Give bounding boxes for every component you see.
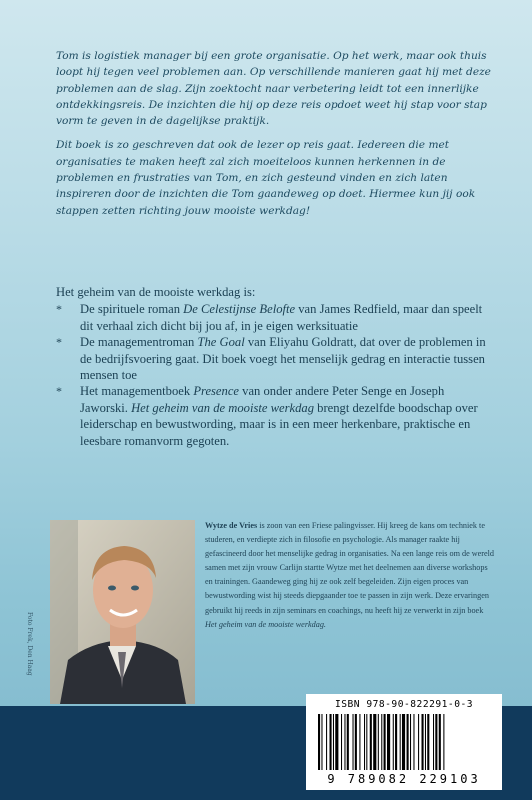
asterisk-bullet-icon: * [56,335,62,350]
list-item-text: van Eliyahu Goldratt, dat over de problemen in de bedrijfsvoering gaat. Dit boek voegt het menselijk gedrag en interactie tussen mensen toe [80,335,486,383]
list-item-text: De spirituele roman [80,302,184,317]
book-title: Het geheim van de mooiste werkdag. [205,619,326,629]
list-item-text: Het managementboek [80,384,194,399]
list-item [56,301,492,334]
asterisk-bullet-icon: * [56,384,62,399]
list-item-text: van James Redfield, maar dan speelt dit verhaal zich dicht bij jou af, in je eigen werksituatie [80,302,483,333]
list-item [56,383,492,449]
barcode-number: 9 789082 229103 [327,772,481,786]
secrets-heading: Het geheim van de mooiste werkdag is: [56,285,256,299]
secrets-list [56,301,492,449]
isbn-label: ISBN 978-90-822291-0-3 [334,699,474,710]
list-item-text: brengt dezelfde boodschap over leiderschap en bewustwording, maar is in een meer herkenbare, praktische en leesbare romanvorm gegoten. [80,400,478,448]
blurb-paragraph-1: Tom is logistiek manager bij een grote organisatie. Op het werk, maar ook thuis loopt hij tegen veel problemen aan. Op verschillende manieren gaat hij met deze problemen aan de slag. Zijn zoektocht naar verbetering leidt tot een innerlijke ontdekkingsreis. De inzichten die hij op deze reis opdoet weet hij stap voor stap vorm te geven in de dagelijkse praktijk. [56,50,491,128]
secrets-section [56,284,492,449]
author-bio-text: is zoon van een Friese palingvisser. Hij kreeg de kans om techniek te studeren, en verdiepte zich in filosofie en psychologie. Als manager raakte hij gefascineerd door het menselijke gedrag in organisaties. Na een lange reis om de wereld samen met zijn vrouw Carlijn startte Wytze met het deelnemen aan diverse workshops en trainingen. Gaandeweg ging hij ze ook zelf begeleiden. Zijn eigen proces van bewustwording wist hij steeds diepgaander toe te passen in zijn werk. Deze ervaringen gebruikt hij reeds in zijn seminars en coachings, nu heeft hij ze verwerkt in zijn boek [205,521,495,615]
list-item-text: van onder andere Peter Senge en Joseph Jaworski. [80,384,445,415]
list-item [56,334,492,383]
book-title: Het geheim van de mooiste werkdag [131,400,314,415]
blurb-paragraph-2: Dit boek is zo geschreven dat ook de lezer op reis gaat. Iedereen die met organisaties te maken heeft zal zich moeiteloos kunnen herkennen in de problemen en frustraties van Tom, en zich gesteund vinden en zich laten inspireren door de inzichten die Tom gaandeweg op doet. Hiermee kun jij ook stappen zetten richting jouw mooiste werkdag! [56,139,476,217]
back-cover-blurb [56,48,492,227]
author-name: Wytze de Vries [205,521,258,530]
barcode-box [306,694,502,790]
author-bio [205,519,495,632]
author-photo [50,520,195,704]
book-title: Presence [193,384,239,399]
asterisk-bullet-icon: * [56,302,62,317]
barcode-icon [318,714,490,774]
book-title: The Goal [197,335,245,350]
book-title: De Celestijnse Belofte [183,302,296,317]
list-item-text: De managementroman [80,335,198,350]
photo-credit: Foto Frek, Den Haag [26,612,33,676]
